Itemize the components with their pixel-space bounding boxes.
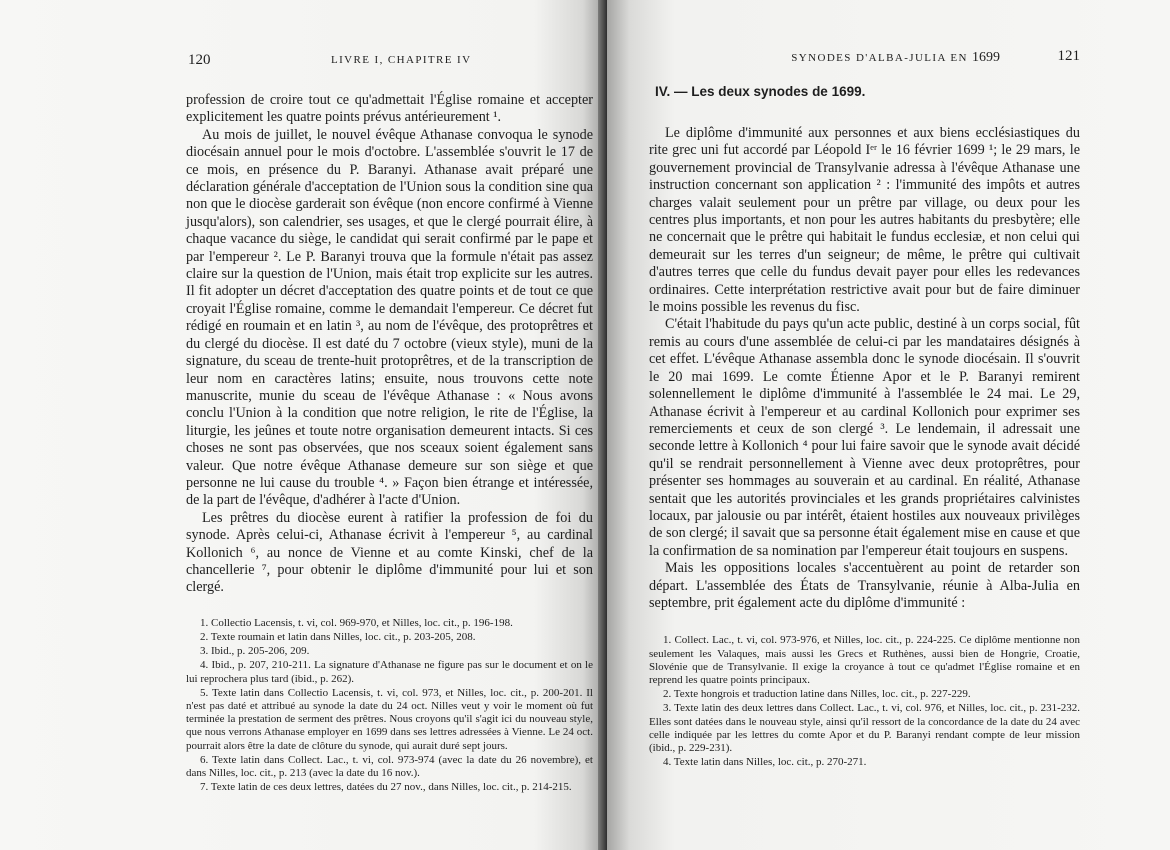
running-head-text: SYNODES D'ALBA-JULIA EN	[791, 52, 968, 64]
footnote: 1. Collect. Lac., t. vi, col. 973-976, et Nilles, loc. cit., p. 224-225. Ce diplôme mentionne non seulement les Valaques, mais aussi les Grecs et Ruthènes, aussi bien de Hongrie, Croatie, Slovénie que de Transylvanie. Il exige la croyance à tout ce qu'admet l'Église romaine et en reprend les quatre points principaux.	[649, 634, 1080, 686]
footnote: 4. Texte latin dans Nilles, loc. cit., p. 270-271.	[663, 756, 867, 769]
paragraph: C'était l'habitude du pays qu'un acte public, destiné à un corps social, fût remis au cours d'une assemblée de celui-ci par les mandataires désignés à cet effet. L'évêque Athanase assembla donc le synode diocésain. Il s'ouvrit le 20 mai 1699. Le comte Étienne Apor et le P. Baranyi remirent solennellement le diplôme d'immunité à l'assemblée le 24 mai. Le 29, Athanase écrivit à l'empereur et au cardinal Kollonich pour exprimer ses remerciements et ceux de son clergé ³. Le lendemain, il adressait une seconde lettre à Kollonich ⁴ pour lui faire savoir que le synode avait décidé qu'il se rendrait personnellement à Vienne avec deux protoprêtres, pour présenter ses hommages au souverain et au cardinal. En réalité, Athanase sentait que les autorités provinciales et les grands propriétaires calvinistes locaux, par jalousie ou par intérêt, étaient hostiles aux nouveaux privilèges de son clergé; il savait que sa personne était également mise en cause et que la confirmation de sa nomination par l'empereur était toujours en suspens.	[649, 316, 1080, 559]
footnote: 3. Texte latin des deux lettres dans Collect. Lac., t. vi, col. 976, et Nilles, loc. cit., p. 231-232. Elles sont datées dans le nouveau style, ainsi qu'il ressort de la concordance de la date du 24 avec celle indiquée par les lettres du comte Apor et du P. Baranyi rendant compte de leur mission (ibid., p. 229-231).	[649, 702, 1080, 754]
running-head	[791, 50, 1000, 66]
paragraph: Les prêtres du diocèse eurent à ratifier la profession de foi du synode. Après celui-ci, Athanase écrivit à l'empereur ⁵, au cardinal Kollonich ⁶, au nonce de Vienne et au comte Kinski, chef de la chancellerie ⁷, pour obtenir le diplôme d'immunité pour lui et son clergé.	[186, 509, 593, 596]
footnote: 1. Collectio Lacensis, t. vi, col. 969-970, et Nilles, loc. cit., p. 196-198.	[200, 616, 513, 629]
section-title: IV. — Les deux synodes de 1699.	[655, 84, 866, 99]
right-page-header	[649, 48, 1080, 70]
footnote: 5. Texte latin dans Collectio Lacensis, t. vi, col. 973, et Nilles, loc. cit., p. 200-201. Il n'est pas daté et attribué au synode la date du 24 oct. Nilles veut y voir le moment où fut terminée la prestation de serment des prêtres. Nous croyons qu'il s'agit ici du nouveau style, que nous verrons Athanase employer en 1699 dans ses lettres adressées à Vienne. Le 24 oct. pourrait alors être la date de clôture du synode, qui aurait duré sept jours.	[186, 686, 593, 752]
running-head: LIVRE I, CHAPITRE IV	[331, 54, 472, 66]
running-head-year: 1699	[972, 50, 1000, 65]
paragraph: Mais les oppositions locales s'accentuèrent au point de retarder son départ. L'assemblée des États de Transylvanie, réunie à Alba-Julia en septembre, prit également acte du diplôme d'immunité :	[649, 560, 1080, 611]
page-number: 121	[1057, 48, 1080, 64]
left-footnotes	[186, 617, 593, 795]
footnote: 6. Texte latin dans Collect. Lac., t. vi, col. 973-974 (avec la date du 26 novembre), et dans Nilles, loc. cit., p. 213 (avec la date du 16 nov.).	[186, 753, 593, 780]
footnote: 2. Texte roumain et latin dans Nilles, loc. cit., p. 203-205, 208.	[200, 630, 476, 643]
right-page	[607, 0, 1170, 850]
left-page-header	[186, 52, 593, 74]
paragraph: Le diplôme d'immunité aux personnes et aux biens ecclésiastiques du rite grec uni fut accordé par Léopold Iᵉʳ le 16 février 1699 ¹; le 29 mars, le gouvernement provincial de Transylvanie adressa à l'évêque Athanase une instruction concernant son application ² : l'immunité des impôts et autres charges valait seulement pour un prêtre par village, ou deux pour les centres plus importants, et non pour les autres habitants du presbytère; elle ne concernait que le prêtre qui habitait le fundus ecclesiæ, et non celui qui demeurait sur les terres d'un seigneur; de même, le prêtre qui cultivait d'autres terres que celle du fundus devait payer pour elles les redevances ordinaires. Cette interprétation restrictive avait pour but de faire diminuer le moins possible les revenus du fisc.	[649, 125, 1080, 316]
footnote: 3. Ibid., p. 205-206, 209.	[200, 645, 310, 658]
left-body-text	[186, 92, 593, 597]
footnote: 4. Ibid., p. 207, 210-211. La signature d'Athanase ne figure pas sur le document et on le lui reprochera plus tard (ibid., p. 262).	[186, 659, 593, 685]
right-footnotes	[649, 634, 1080, 769]
footnote: 2. Texte hongrois et traduction latine dans Nilles, loc. cit., p. 227-229.	[663, 688, 971, 701]
paragraph: Au mois de juillet, le nouvel évêque Athanase convoqua le synode diocésain annuel pour le mois d'octobre. L'assemblée s'ouvrit le 17 de ce mois, en présence du P. Baranyi. Athanase avait préparé une déclaration générale d'acceptation de l'Union sous la condition sine qua non que le diocèse garderait son évêque (non encore confirmé à Vienne jusqu'alors), son calendrier, ses usages, et que le clergé pourrait élire, à chaque vacance du siège, le candidat qui serait confirmé par le pape et par l'empereur ². Le P. Baranyi trouva que la formule n'était pas assez claire sur la question de l'Union, mais était trop explicite sur les autres. Il fit adopter un décret d'acceptation des quatre points et de tout ce que croyait l'Église romaine, comme le demandait l'empereur. Ce décret fut rédigé en roumain et en latin ³, au nom de l'évêque, des protoprêtres et du clergé du diocèse. Il est daté du 7 octobre (vieux style), muni de la signature, du sceau de trente-huit protoprêtres, et de la transcription de leur nom en caractères latins; ensuite, nous trouvons cette note manuscrite, munie du sceau de l'évêque Athanase : « Nous avons conclu l'Union à la condition que notre religion, le rite de l'Église, la liturgie, les jeûnes et toute notre organisation demeurent intacts. Si ces choses ne sont pas observées, que nos sceaux soient également sans valeur. Que notre évêque Athanase demeure sur son siège et que personne ne lui cause du trouble ⁴. » Façon bien étrange et intéressée, de la part de l'évêque, d'adhérer à l'acte d'Union.	[186, 126, 593, 509]
paragraph: profession de croire tout ce qu'admettait l'Église romaine et accepter explicitement les quatre points prévus antérieurement ¹.	[186, 92, 593, 126]
right-body-text	[649, 125, 1080, 612]
page-number: 120	[188, 52, 211, 68]
footnote: 7. Texte latin de ces deux lettres, datées du 27 nov., dans Nilles, loc. cit., p. 214-215.	[200, 781, 572, 794]
